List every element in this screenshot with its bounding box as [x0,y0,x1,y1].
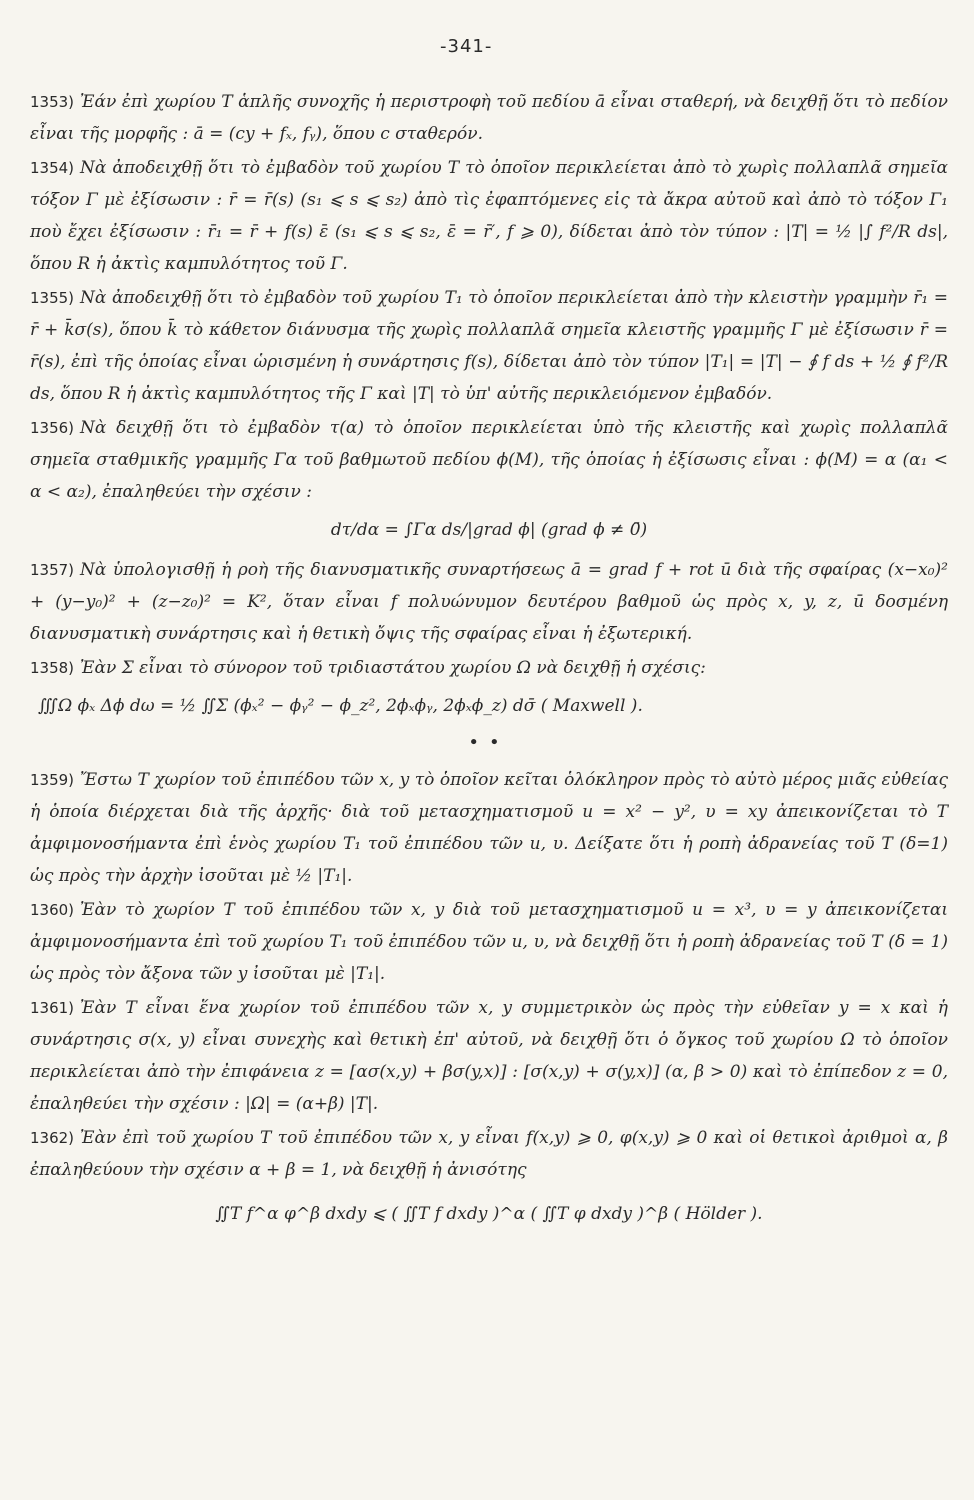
problem-text: Ἐὰν τὸ χωρίον T τοῦ ἐπιπέδου τῶν x, y διὰ τοῦ μετασχηματισμοῦ u = x³, υ = y ἀπεικονίζεται ἀμφιμονοσήμαντα ἐπὶ τοῦ χωρίου T₁ τοῦ ἐπιπέδου τῶν u, υ, νὰ δειχθῇ ὅτι ἡ ροπὴ ἀδρανείας τοῦ T (δ = 1) ὡς πρὸς τὸν ἄξονα τῶν y ἰσοῦται μὲ |T₁|. [30,900,948,984]
problem-text: Ἐὰν ἐπὶ τοῦ χωρίου T τοῦ ἐπιπέδου τῶν x, y εἶναι f(x,y) ⩾ 0, φ(x,y) ⩾ 0 καὶ οἱ θετικοὶ ἀριθμοὶ α, β ἐπαληθεύουν τὴν σχέσιν α + β = 1, νὰ δειχθῇ ἡ ἀνισότης [30,1128,948,1180]
problem-1362 [30,1122,948,1234]
problem-1354 [30,152,948,280]
page-number: -341- [440,36,493,57]
problem-number: 1362) [30,1129,75,1147]
problem-text: Ἐάν ἐπὶ χωρίου T ἁπλῆς συνοχῆς ἡ περιστροφὴ τοῦ πεδίου ā εἶναι σταθερή, νὰ δειχθῇ ὅτι τὸ πεδίον εἶναι τῆς μορφῆς : ā = (cy + fₓ, fᵧ), ὅπου c σταθερόν. [30,92,948,144]
problem-1361 [30,992,948,1120]
problem-number: 1356) [30,419,75,437]
problem-1357 [30,554,948,650]
problem-number: 1354) [30,159,75,177]
display-formula: ∭Ω ϕₓ Δϕ dω = ½ ∬Σ (ϕₓ² − ϕᵧ² − ϕ_z², 2ϕₓϕᵧ, 2ϕₓϕ_z) dσ̄ ( Maxwell ). [38,696,643,716]
problem-number: 1358) [30,659,75,677]
problem-number: 1360) [30,901,75,919]
problem-text: Νὰ δειχθῇ ὅτι τὸ ἐμβαδὸν τ(α) τὸ ὁποῖον περικλείεται ὑπὸ τῆς κλειστῆς καὶ χωρὶς πολλαπλᾶ σημεῖα σταθμικῆς γραμμῆς Γα τοῦ βαθμωτοῦ πεδίου ϕ(M), τῆς ὁποίας ἡ ἐξίσωσις εἶναι : ϕ(M) = α (α₁ < α < α₂), ἐπαληθεύει τὴν σχέσιν : [30,418,948,502]
section-separator: •​• [468,732,510,753]
problem-number: 1353) [30,93,75,111]
problem-number: 1357) [30,561,75,579]
problem-number: 1359) [30,771,75,789]
problem-1360 [30,894,948,990]
problem-1356 [30,412,948,550]
problem-text: Ἐὰν Σ εἶναι τὸ σύνορον τοῦ τριδιαστάτου χωρίου Ω νὰ δειχθῇ ἡ σχέσις: [80,658,706,678]
problem-text: Νὰ ὑπολογισθῇ ἡ ροὴ τῆς διανυσματικῆς συναρτήσεως ā = grad f + rot ū διὰ τῆς σφαίρας (x−x₀)² + (y−y₀)² + (z−z₀)² = K², ὅταν εἶναι f πολυώνυμον δευτέρου βαθμοῦ ὡς πρὸς x, y, z, ū δοσμένη διανυσματικὴ συνάρτησις καὶ ἡ θετικὴ ὄψις τῆς σφαίρας εἶναι ἡ ἐξωτερική. [30,560,948,644]
problem-1359 [30,764,948,892]
problem-text: Νὰ ἀποδειχθῇ ὅτι τὸ ἐμβαδὸν τοῦ χωρίου T₁ τὸ ὁποῖον περικλείεται ἀπὸ τὴν κλειστὴν γραμμὴν r̄₁ = r̄ + k̄σ(s), ὅπου k̄ τὸ κάθετον διάνυσμα τῆς χωρὶς πολλαπλᾶ σημεῖα κλειστῆς γραμμῆς Γ μὲ ἐξίσωσιν r̄ = r̄(s), ἐπὶ τῆς ὁποίας εἶναι ὡρισμένη ἡ συνάρτησις f(s), δίδεται ἀπὸ τὸν τύπον |T₁| = |T| − ∮ f ds + ½ ∮ f²/R ds, ὅπου R ἡ ἀκτὶς καμπυλότητος τῆς Γ καὶ |T| τὸ ὑπ' αὐτῆς περικλειόμενον ἐμβαδόν. [30,288,948,404]
problem-list [30,86,948,1238]
problem-text: Ἔστω T χωρίον τοῦ ἐπιπέδου τῶν x, y τὸ ὁποῖον κεῖται ὁλόκληρον πρὸς τὸ αὐτὸ μέρος μιᾶς εὐθείας ἡ ὁποία διέρχεται διὰ τῆς ἀρχῆς· διὰ τοῦ μετασχηματισμοῦ u = x² − y², υ = xy ἀπεικονίζεται τὸ T ἀμφιμονοσήμαντα ἐπὶ ἑνὸς χωρίου T₁ τοῦ ἐπιπέδου τῶν u, υ. Δείξατε ὅτι ἡ ροπὴ ἀδρανείας τοῦ T (δ=1) ὡς πρὸς τὴν ἀρχὴν ἰσοῦται μὲ ½ |T₁|. [30,770,948,886]
problem-text: Ἐὰν T εἶναι ἕνα χωρίον τοῦ ἐπιπέδου τῶν x, y συμμετρικὸν ὡς πρὸς τὴν εὐθεῖαν y = x καὶ ἡ συνάρτησις σ(x, y) εἶναι συνεχὴς καὶ θετικὴ ἐπ' αὐτοῦ, νὰ δειχθῇ ὅτι ὁ ὄγκος τοῦ χωρίου Ω τὸ ὁποῖον περικλείεται ἀπὸ τὴν ἐπιφάνεια z = [ασ(x,y) + βσ(y,x)] : [σ(x,y) + σ(y,x)] (α, β > 0) καὶ τὸ ἐπίπεδον z = 0, ἐπαληθεύει τὴν σχέσιν : |Ω| = (α+β) |T|. [30,998,948,1114]
problem-1355 [30,282,948,410]
display-formula: dτ/dα = ∫Γα ds/|grad ϕ| (grad ϕ ≠ 0̄) [330,520,648,540]
display-formula: ∬T f^α φ^β dxdy ⩽ ( ∬T f dxdy )^α ( ∬T φ dxdy )^β ( Hölder ). [215,1204,763,1224]
problem-number: 1355) [30,289,75,307]
problem-number: 1361) [30,999,75,1017]
problem-1358 [30,652,948,726]
problem-1353 [30,86,948,150]
problem-text: Νὰ ἀποδειχθῇ ὅτι τὸ ἐμβαδὸν τοῦ χωρίου T τὸ ὁποῖον περικλείεται ἀπὸ τὸ χωρὶς πολλαπλᾶ σημεῖα τόξον Γ μὲ ἐξίσωσιν : r̄ = r̄(s) (s₁ ⩽ s ⩽ s₂) ἀπὸ τὶς ἐφαπτόμενες εἰς τὰ ἄκρα αὐτοῦ καὶ ἀπὸ τὸ τόξον Γ₁ ποὺ ἔχει ἐξίσωσιν : r̄₁ = r̄ + f(s) ε̄ (s₁ ⩽ s ⩽ s₂, ε̄ = r̄′, f ⩾ 0), δίδεται ἀπὸ τὸν τύπον : |T| = ½ |∫ f²/R ds|, ὅπου R ἡ ἀκτὶς καμπυλότητος τοῦ Γ. [30,158,948,274]
